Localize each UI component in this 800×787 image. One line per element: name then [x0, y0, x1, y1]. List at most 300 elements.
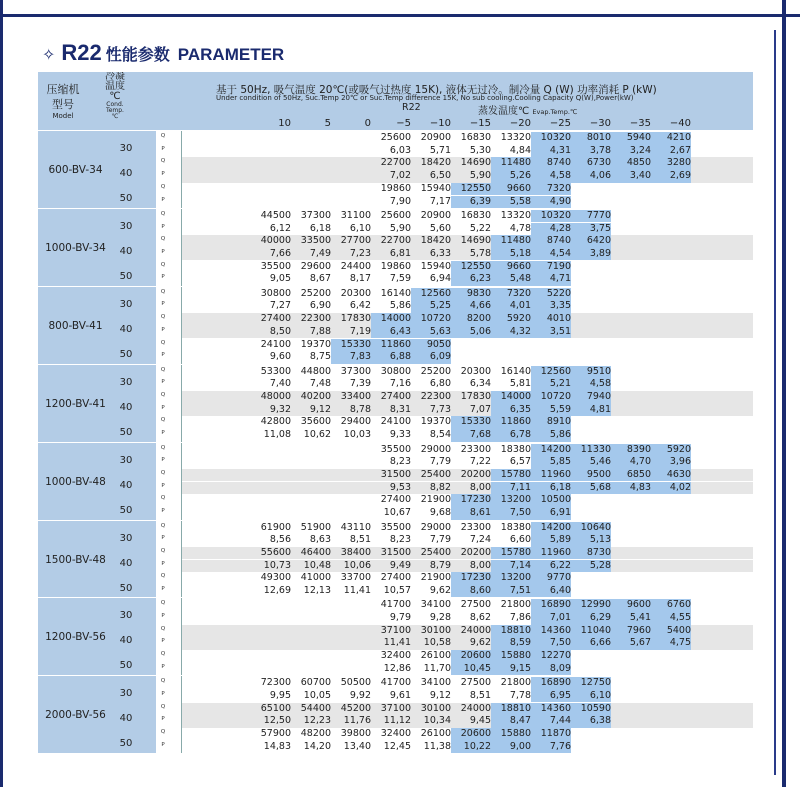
q-marker: Q: [160, 339, 166, 346]
capacity-cell: 32400: [380, 650, 411, 662]
capacity-cell: 57900: [260, 728, 291, 740]
capacity-cell: [611, 728, 651, 741]
power-cell: 7,86: [509, 612, 531, 624]
table-row: [182, 715, 753, 728]
p-marker: P: [161, 196, 165, 203]
p-marker: P: [161, 171, 165, 178]
capacity-cell: 11860: [491, 416, 531, 429]
power-cell: 8,79: [429, 559, 451, 571]
capacity-cell: 27400: [380, 494, 411, 506]
condensing-temp: 50: [119, 660, 133, 672]
q-marker: Q: [160, 729, 166, 736]
capacity-cell: [251, 183, 291, 196]
capacity-cell: [651, 210, 691, 223]
right-frame-bar: [782, 0, 786, 787]
title-english: PARAMETER: [177, 45, 285, 64]
capacity-cell: 25400: [420, 468, 451, 480]
power-cell: 4,28: [531, 223, 571, 236]
capacity-cell: 33500: [300, 235, 331, 247]
capacity-cell: 17230: [451, 494, 491, 507]
condensing-temp: 40: [119, 713, 133, 725]
table-row: [182, 482, 753, 495]
power-cell: 6,95: [531, 690, 571, 703]
capacity-cell: [331, 599, 371, 612]
capacity-cell: 35600: [300, 416, 331, 428]
q-marker: Q: [160, 366, 166, 373]
capacity-cell: 30100: [420, 624, 451, 636]
capacity-cell: [611, 183, 651, 196]
power-cell: 14,20: [303, 740, 331, 752]
capacity-cell: [571, 728, 611, 741]
power-cell: 6,10: [349, 222, 371, 234]
power-cell: 8,56: [269, 534, 291, 546]
power-cell: 10,22: [451, 741, 491, 754]
cond-en-1: Cond.: [106, 101, 124, 108]
p-marker: P: [161, 223, 165, 230]
capacity-cell: 16140: [380, 287, 411, 299]
power-cell: [611, 663, 651, 676]
capacity-cell: 30800: [260, 287, 291, 299]
capacity-cell: 25200: [420, 365, 451, 377]
evap-temp-7: −25: [549, 118, 571, 129]
condensing-temp: 50: [119, 738, 133, 750]
condensing-temp: 40: [119, 245, 133, 257]
capacity-cell: 37100: [380, 702, 411, 714]
table-row: [182, 196, 753, 209]
power-cell: 6,38: [571, 715, 611, 728]
capacity-cell: [611, 650, 651, 663]
power-cell: [251, 145, 291, 158]
power-cell: [651, 248, 691, 261]
power-cell: 6,81: [389, 247, 411, 259]
power-cell: [611, 690, 651, 703]
evap-label-en: Evap.Temp.℃: [532, 108, 578, 116]
capacity-cell: 33400: [340, 391, 371, 403]
capacity-cell: 9510: [571, 366, 611, 379]
power-cell: [291, 145, 331, 158]
power-cell: 5,48: [491, 273, 531, 286]
q-marker: Q: [160, 183, 166, 190]
condensing-temp: 30: [119, 376, 133, 388]
capacity-cell: 19860: [380, 182, 411, 194]
p-marker: P: [161, 741, 165, 748]
capacity-cell: 26100: [420, 650, 451, 662]
condition-text-cn: 基于 50Hz, 吸气温度 20℃(或吸气过热度 15K), 液体无过冷。制冷量 Q (W) 功率消耗 P (kW): [216, 84, 657, 96]
power-cell: [251, 637, 291, 650]
capacity-cell: 22300: [420, 391, 451, 403]
cond-label-3: ℃: [109, 91, 121, 102]
capacity-cell: [291, 444, 331, 457]
q-marker: Q: [160, 133, 166, 139]
q-marker: Q: [160, 261, 166, 268]
table-row: [182, 170, 753, 183]
power-cell: [291, 637, 331, 650]
power-cell: [291, 663, 331, 676]
table-row: [182, 157, 753, 170]
power-cell: 4,58: [571, 378, 611, 391]
power-cell: 10,45: [451, 663, 491, 676]
p-marker: P: [161, 379, 165, 386]
power-cell: [251, 170, 291, 183]
capacity-cell: 12750: [571, 677, 611, 690]
capacity-cell: 37300: [300, 209, 331, 221]
power-cell: 9,45: [469, 715, 491, 727]
capacity-cell: 20200: [460, 468, 491, 480]
condensing-temp: 40: [119, 401, 133, 413]
capacity-cell: 7960: [611, 625, 651, 638]
capacity-cell: 9600: [611, 599, 651, 612]
q-marker: Q: [160, 210, 166, 217]
capacity-cell: 5940: [611, 132, 651, 145]
capacity-cell: [611, 210, 651, 223]
power-cell: 4,32: [491, 326, 531, 339]
capacity-cell: 18420: [420, 235, 451, 247]
capacity-cell: [491, 339, 531, 352]
capacity-cell: 18420: [420, 157, 451, 169]
power-cell: [651, 560, 691, 573]
capacity-cell: 21800: [500, 677, 531, 689]
capacity-cell: 21900: [420, 572, 451, 584]
capacity-cell: 24000: [460, 624, 491, 636]
capacity-cell: 9500: [571, 469, 611, 482]
table-row: [182, 703, 753, 716]
power-cell: 4,84: [509, 144, 531, 156]
capacity-cell: 27500: [460, 677, 491, 689]
power-cell: 8,23: [389, 534, 411, 546]
power-cell: 6,29: [571, 612, 611, 625]
power-cell: 3,35: [531, 300, 571, 313]
capacity-cell: 8910: [531, 416, 571, 429]
capacity-cell: 10720: [411, 313, 451, 326]
capacity-cell: 18380: [500, 443, 531, 455]
q-marker: Q: [160, 417, 166, 424]
power-cell: [651, 326, 691, 339]
capacity-cell: 7770: [571, 210, 611, 223]
table-row: [182, 663, 753, 676]
capacity-cell: 16830: [460, 209, 491, 221]
power-cell: 6,43: [371, 326, 411, 339]
capacity-cell: 6760: [651, 599, 691, 612]
condensing-temp: 50: [119, 270, 133, 282]
capacity-cell: 11960: [531, 547, 571, 560]
power-cell: [331, 482, 371, 495]
capacity-cell: 13200: [491, 494, 531, 507]
power-cell: 7,76: [531, 741, 571, 754]
power-cell: 7,66: [269, 247, 291, 259]
table-row: [182, 145, 753, 158]
capacity-cell: 25600: [380, 209, 411, 221]
power-cell: 9,49: [389, 559, 411, 571]
p-marker: P: [161, 535, 165, 542]
right-frame-line: [774, 30, 776, 775]
power-cell: [611, 300, 651, 313]
capacity-cell: 35500: [260, 260, 291, 272]
table-row: [182, 210, 753, 223]
capacity-cell: [571, 339, 611, 352]
capacity-cell: 20600: [451, 650, 491, 663]
power-cell: [251, 663, 291, 676]
compressor-model-name: 1000-BV-48: [45, 475, 106, 488]
capacity-cell: [611, 313, 651, 326]
power-cell: 7,19: [349, 325, 371, 337]
power-cell: 7,11: [491, 482, 531, 495]
q-marker: Q: [160, 625, 166, 632]
power-cell: 5,28: [571, 560, 611, 573]
capacity-cell: 27400: [380, 572, 411, 584]
power-cell: 8,67: [309, 273, 331, 285]
capacity-cell: [571, 183, 611, 196]
power-cell: 9,79: [389, 612, 411, 624]
power-cell: 8,09: [531, 663, 571, 676]
capacity-cell: 23300: [460, 443, 491, 455]
power-cell: 7,16: [389, 378, 411, 390]
capacity-cell: 41700: [380, 599, 411, 611]
power-cell: [251, 456, 291, 469]
capacity-cell: 4210: [651, 132, 691, 145]
power-cell: [571, 196, 611, 209]
power-cell: 5,22: [469, 222, 491, 234]
power-cell: 6,60: [509, 534, 531, 546]
capacity-cell: 15330: [451, 416, 491, 429]
power-cell: 4,83: [611, 482, 651, 495]
capacity-cell: 20200: [460, 546, 491, 558]
table-row: [182, 637, 753, 650]
p-marker: P: [161, 326, 165, 333]
capacity-cell: 51900: [300, 521, 331, 533]
capacity-cell: 21900: [420, 494, 451, 506]
power-cell: [571, 326, 611, 339]
capacity-cell: [531, 339, 571, 352]
table-row: [182, 300, 753, 313]
capacity-cell: [611, 572, 651, 585]
power-cell: 12,45: [383, 740, 411, 752]
capacity-cell: 5220: [531, 288, 571, 301]
p-marker: P: [161, 663, 165, 670]
capacity-cell: [651, 235, 691, 248]
table-row: [182, 273, 753, 286]
capacity-cell: 40200: [300, 391, 331, 403]
left-frame-bar: [0, 0, 3, 787]
table-row: [182, 677, 753, 690]
p-marker: P: [161, 690, 165, 697]
capacity-cell: 14690: [460, 157, 491, 169]
capacity-cell: 10720: [531, 391, 571, 404]
power-cell: 4,06: [571, 170, 611, 183]
capacity-cell: [651, 547, 691, 560]
power-cell: 8,61: [451, 507, 491, 520]
evap-temp-6: −20: [509, 118, 531, 129]
condensing-temp: 40: [119, 323, 133, 335]
power-cell: 7,50: [491, 507, 531, 520]
capacity-cell: 3280: [651, 157, 691, 170]
capacity-cell: 61900: [260, 521, 291, 533]
capacity-cell: 18380: [500, 521, 531, 533]
power-cell: 4,54: [531, 248, 571, 261]
power-cell: 4,01: [491, 300, 531, 313]
table-row: [182, 599, 753, 612]
capacity-cell: 5920: [651, 444, 691, 457]
power-cell: [291, 170, 331, 183]
power-cell: [571, 741, 611, 754]
table-row: [182, 261, 753, 274]
model-block: [38, 675, 753, 753]
model-block: [38, 364, 753, 442]
p-marker: P: [161, 457, 165, 464]
capacity-cell: 14360: [531, 703, 571, 716]
capacity-cell: 17830: [340, 313, 371, 325]
capacity-cell: 49300: [260, 572, 291, 584]
power-cell: [571, 507, 611, 520]
condensing-temp: 30: [119, 298, 133, 310]
capacity-cell: 4630: [651, 469, 691, 482]
capacity-cell: 31500: [380, 546, 411, 558]
capacity-cell: 18810: [491, 625, 531, 638]
p-marker: P: [161, 482, 165, 489]
power-cell: 9,62: [469, 637, 491, 649]
power-cell: [331, 637, 371, 650]
capacity-cell: 18810: [491, 703, 531, 716]
power-cell: [331, 145, 371, 158]
capacity-cell: [571, 650, 611, 663]
power-cell: 11,76: [343, 715, 371, 727]
power-cell: [651, 690, 691, 703]
power-cell: 8,51: [469, 689, 491, 701]
power-cell: 4,02: [651, 482, 691, 495]
capacity-cell: 19860: [380, 260, 411, 272]
capacity-cell: 53300: [260, 365, 291, 377]
capacity-cell: [251, 599, 291, 612]
power-cell: [291, 507, 331, 520]
power-cell: 9,61: [389, 689, 411, 701]
capacity-cell: 16830: [460, 132, 491, 143]
power-cell: 8,17: [349, 273, 371, 285]
capacity-cell: [291, 494, 331, 507]
q-marker: Q: [160, 236, 166, 243]
capacity-cell: 12550: [451, 261, 491, 274]
table-row: [182, 741, 753, 754]
table-row: [182, 728, 753, 741]
evap-temperature-row: [38, 118, 753, 130]
power-cell: 10,73: [263, 559, 291, 571]
capacity-cell: 11040: [571, 625, 611, 638]
capacity-cell: [651, 416, 691, 429]
model-block: [38, 597, 753, 675]
power-cell: [571, 585, 611, 598]
condensing-temp: 40: [119, 168, 133, 179]
power-cell: 5,85: [531, 456, 571, 469]
power-cell: 8,62: [469, 612, 491, 624]
table-row: [182, 494, 753, 507]
capacity-cell: 25400: [420, 546, 451, 558]
power-cell: 10,05: [303, 689, 331, 701]
capacity-cell: 41000: [300, 572, 331, 584]
parameter-table: [38, 72, 753, 754]
capacity-cell: 19370: [420, 416, 451, 428]
power-cell: 6,18: [531, 482, 571, 495]
power-cell: 9,05: [269, 273, 291, 285]
condensing-temp: 50: [119, 582, 133, 594]
power-cell: 8,00: [469, 559, 491, 571]
capacity-cell: 9770: [531, 572, 571, 585]
p-marker: P: [161, 613, 165, 620]
power-cell: 3,40: [611, 170, 651, 183]
condensing-temp: 50: [119, 426, 133, 438]
evap-temp-5: −15: [469, 118, 491, 129]
table-row: [182, 223, 753, 236]
power-cell: 6,03: [389, 144, 411, 156]
power-cell: 7,68: [451, 429, 491, 442]
capacity-cell: 24400: [340, 260, 371, 272]
power-cell: 7,49: [309, 247, 331, 259]
table-row: [182, 351, 753, 364]
capacity-cell: [291, 157, 331, 170]
table-row: [182, 522, 753, 535]
power-cell: 8,23: [389, 456, 411, 468]
q-marker: Q: [160, 288, 166, 295]
power-cell: [491, 351, 531, 364]
model-label-en: Model: [52, 112, 74, 120]
capacity-cell: [651, 677, 691, 690]
condensing-temp: 30: [119, 454, 133, 466]
capacity-cell: 38400: [340, 546, 371, 558]
power-cell: 11,38: [423, 740, 451, 752]
capacity-cell: 10640: [571, 522, 611, 535]
power-cell: 6,34: [469, 378, 491, 390]
table-row: [182, 366, 753, 379]
power-cell: 8,00: [469, 481, 491, 493]
capacity-cell: 65100: [260, 702, 291, 714]
capacity-cell: 37300: [340, 365, 371, 377]
p-marker: P: [161, 508, 165, 515]
power-cell: [651, 585, 691, 598]
capacity-cell: 12560: [411, 288, 451, 301]
power-cell: 4,58: [531, 170, 571, 183]
capacity-cell: 5400: [651, 625, 691, 638]
power-cell: 3,75: [571, 223, 611, 236]
table-row: [182, 625, 753, 638]
capacity-cell: [251, 650, 291, 663]
evap-temp-4: −10: [429, 118, 451, 129]
power-cell: 6,33: [429, 247, 451, 259]
power-cell: 9,92: [349, 689, 371, 701]
power-cell: 11,70: [423, 662, 451, 674]
compressor-header: [38, 82, 88, 121]
power-cell: [611, 741, 651, 754]
capacity-cell: 33700: [340, 572, 371, 584]
table-row: [182, 235, 753, 248]
capacity-cell: 25200: [300, 287, 331, 299]
capacity-cell: 35500: [380, 443, 411, 455]
capacity-cell: 9050: [411, 339, 451, 352]
capacity-cell: [651, 494, 691, 507]
power-cell: 8,59: [491, 637, 531, 650]
p-marker: P: [161, 274, 165, 281]
power-cell: 2,67: [651, 145, 691, 158]
capacity-cell: [611, 522, 651, 535]
capacity-cell: 6420: [571, 235, 611, 248]
power-cell: 7,48: [309, 378, 331, 390]
power-cell: [651, 378, 691, 391]
condensing-temp: 30: [119, 688, 133, 700]
compressor-model-name: 1200-BV-56: [45, 631, 106, 644]
p-marker: P: [161, 586, 165, 592]
power-cell: 7,59: [389, 273, 411, 285]
power-cell: 5,21: [531, 378, 571, 391]
power-cell: 12,86: [383, 662, 411, 674]
p-marker: P: [161, 404, 165, 411]
table-row: [182, 339, 753, 352]
power-cell: 5,58: [491, 196, 531, 209]
